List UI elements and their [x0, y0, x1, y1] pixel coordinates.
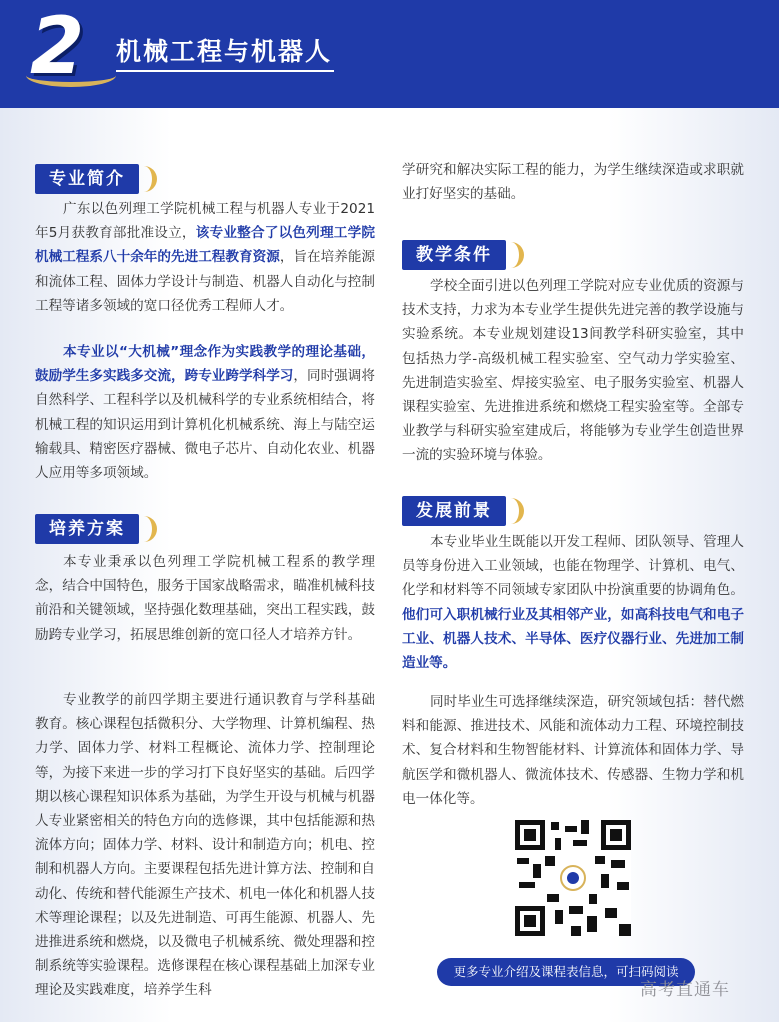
intro-p1-text-a: 广东以色列理工学院机械工程与机器人专业于2021年5月获教育部批准设立，	[35, 201, 375, 242]
qr-logo-icon	[560, 865, 586, 891]
intro-paragraph-1	[35, 197, 375, 318]
section-number: 2	[30, 2, 85, 92]
intro-p1-highlight: 该专业整合了以色列理工学院机械工程系八十余年的先进工程教育资源	[35, 225, 375, 266]
section-tag-intro: 专业简介	[35, 164, 139, 194]
training-paragraph-1: 本专业秉承以色列理工学院机械工程系的教学理念，结合中国特色，服务于国家战略需求，瞄准机械科技前沿和关键领域，坚持强化数理基础，突出工程实践，鼓励跨专业学习，拓展思维创新的宽口径人才培养方针。	[35, 554, 375, 643]
intro-p2-highlight: 本专业以“大机械”理念作为实践教学的理论基础，鼓励学生多实践多交流，跨专业跨学科学习	[35, 344, 375, 385]
scan-more-info-banner[interactable]: 更多专业介绍及课程表信息，可扫码阅读	[437, 958, 695, 986]
prospects-p1-highlight: 他们可入职机械行业及其相邻产业，如高科技电气和电子工业、机器人技术、半导体、医疗仪器行业、先进加工制造业等。	[402, 606, 744, 672]
prospects-paragraph-1	[402, 530, 744, 675]
qr-code-icon[interactable]	[515, 820, 631, 936]
teaching-paragraph: 学校全面引进以色列理工学院对应专业优质的资源与技术支持，力求为本专业学生提供先进完善的教学设施与实验系统。本专业规划建设13间教学科研实验室，其中包括热力学-高级机械工程实验室、空气动力学实验室、先进制造实验室、焊接实验室、电子服务实验室、机器人课程实验室、先进推进系统和燃烧工程实验室等。全部专业教学与科研实验室建成后，将能够为专业学生创造世界一流的实验环境与体验。	[402, 278, 744, 464]
prospects-p1-text: 本专业毕业生既能以开发工程师、团队领导、管理人员等身份进入工业领域，也能在物理学、计算机、电气、化学和材料等不同领域专家团队中扮演重要的协调角色。	[402, 534, 744, 599]
intro-p1-text-b: ，旨在培养能源和流体工程、固体力学设计与制造、机器人自动化与控制工程等诸多领域的宽口径优秀工程师人才。	[35, 249, 376, 314]
watermark-text: 高考直通车	[640, 980, 730, 1000]
header-banner	[0, 0, 779, 108]
training-paragraph-2: 专业教学的前四学期主要进行通识教育与学科基础教育。核心课程包括微积分、大学物理、计算机编程、热力学、固体力学、材料工程概论、流体力学、控制理论等，为接下来进一步的学习打下良好坚实的基础。后四学期以核心课程知识体系为基础，为学生开设与机械与机器人专业紧密相关的特色方向的选修课，其中包括能源和热流体方向；固体力学、材料、设计和制造方向；机电、控制和机器人方向。主要课程包括先进计算方法、控制和自动化、传统和替代能源生产技术、机电一体化和机器人技术等理论课程；以及先进制造、可再生能源、机器人、先进推进系统和燃烧，以及微电子机械系统、微处理器和控制系统等实验课程。选修课程在核心课程基础上加深专业理论及实践难度，培养学生科	[35, 692, 375, 999]
section-tag-training: 培养方案	[35, 514, 139, 544]
title-underline	[116, 70, 334, 72]
section-tag-prospects: 发展前景	[402, 496, 506, 526]
intro-p2-text: ，同时强调将自然科学、工程科学以及机械科学的专业系统相结合，将机械工程的知识运用到计算机化机械系统、海上与陆空运输载具、精密医疗器械、微电子芯片、自动化农业、机器人应用等多项领域。	[35, 368, 376, 482]
intro-paragraph-2	[35, 340, 375, 485]
training-paragraph-2-continued: 学研究和解决实际工程的能力，为学生继续深造或求职就业打好坚实的基础。	[402, 162, 744, 203]
prospects-paragraph-2: 同时毕业生可选择继续深造，研究领域包括：替代燃料和能源、推进技术、风能和流体动力工程、环境控制技术、复合材料和生物智能材料、计算流体和固体力学、导航医学和微机器人、微流体技术、传感器、生物力学和机电一体化等。	[402, 694, 744, 807]
page-title: 机械工程与机器人	[116, 37, 333, 66]
section-tag-teaching: 教学条件	[402, 240, 506, 270]
